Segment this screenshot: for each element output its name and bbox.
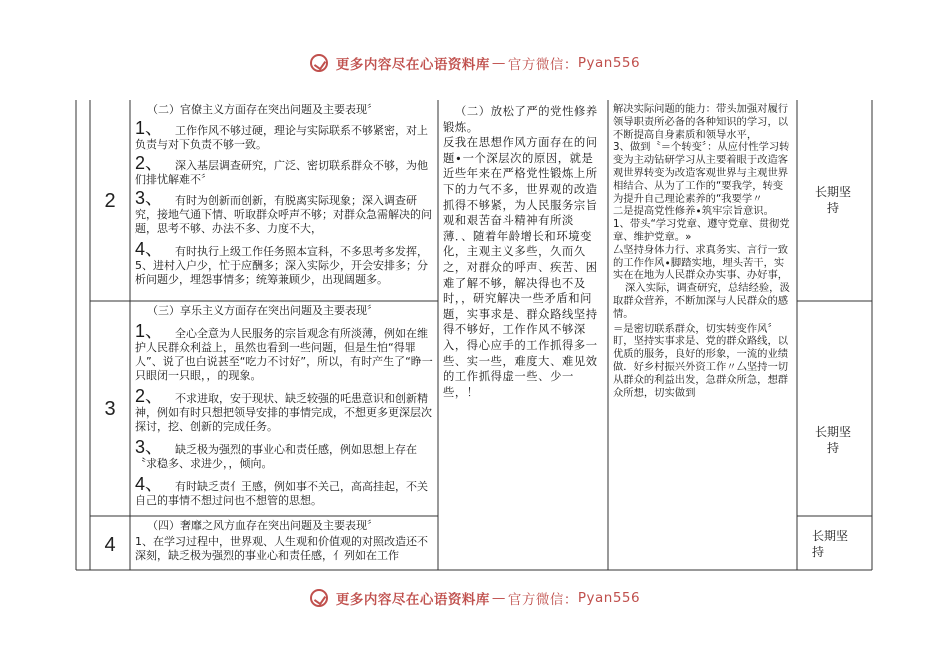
brand-logo-icon: [310, 589, 328, 607]
measure-paragraph: 解决实际问题的能力：带头加强对履行领导职责所必备的各种知识的学习，以不断提高自身素质和领导水平，: [613, 103, 789, 141]
list-item: 2、 深入基层调查研究，广泛、密切联系群众不够，为他们排忧解难不〞: [135, 153, 429, 186]
cause-analysis-text: （二）放松了严的党性修养锻炼。反我在思想作风方面存在的问题∙一个深层次的原因，就是近些年来在严格党性锻炼上所下的力气不多，世界观的改造抓得不够紧，为人民服务宗旨观和艰苦奋斗精神有所淡薄．、随着年龄增长和环境变化，主观主义多些，久而久之，对群众的呼声、疾苦、困难了解不够，解决得也不及时，，研究解决一些矛盾和问题，实事求是、群众路线坚持得不够好，工作作风不够深入，得心应手的工作抓得多一些、实一些，难度大、难见效的工作抓得虚一些、少一些，！: [443, 104, 603, 400]
watermark-title: 更多内容尽在心语资料库: [335, 592, 490, 608]
rectification-measures-cell: [613, 103, 793, 503]
measure-paragraph: 1、带头“学习党章、遵守党章、贯彻党章、维护党章。»: [613, 218, 790, 243]
section-heading: （二）官僚主义方面存在突出问题及主要表现〞: [147, 103, 378, 116]
measure-paragraph: 3、做到〝＝个转变〞：从应付性学习转变为主动钻研学习从主要着眼于改造客观世界转变为改造客观世界与主观世界相结合、从为了工作的“要我学，转变为提升自己理论素养的“我要学〃: [613, 141, 790, 205]
problem-section-extravagance: [135, 519, 433, 569]
list-item: 1、 全心全意为人民服务的宗旨观念有所淡薄，例如在维护人民群众利益上，虽然也看到一些问题，但是生怕“得罪人”、说了也白说甚至“吃力不讨好”，所以，有时产生了“睁一只眼闭一只眼，，的现象。: [135, 321, 433, 382]
watermark-separator: —: [491, 590, 506, 606]
cause-analysis-cell: [443, 104, 603, 404]
list-item: 1、 工作作风不够过硬，理论与实际联系不够紧密，对上负责与对下负责不够一致。: [135, 118, 429, 151]
row-number: 3: [104, 398, 116, 420]
section-text: 1、在学习过程中，世界观、人生观和价值观的对照改造还不深刻，缺乏极为强烈的事业心和责任感，亻列如在工作: [135, 535, 428, 562]
row-number: 4: [104, 534, 116, 556]
watermark-separator: —: [491, 55, 506, 71]
list-item: 4、 有时执行上级工作任务照本宣科，不多思考多发挥，5、进村入户少，忙于应酬多；深入实际少，开会安排多；分析问题少，埋怨事情多；统筹兼顾少，出现阔题多。: [135, 239, 429, 286]
measure-paragraph: 厶坚持身体力行、求真务实、言行一致的工作作风∙脚踏实地，埋头苦干，实实在在地为人民群众办实事、办好事，: [613, 243, 789, 282]
measure-paragraph: ＝是密切联系群众，切实转变作风〞盯，坚持实事求是、党的群众路线，以优质的服务，良好的形象，一流的业绩做．好乡村振兴外资工作〃厶坚持一切从群众的利益出发，急群众所急，想群众所想，切实做到: [613, 322, 789, 399]
section-heading: （四）奢靡之风方血存在突出问题及主要表现〞: [147, 519, 378, 532]
watermark-label: 官方微信：: [507, 592, 578, 608]
watermark-label: 官方微信：: [507, 57, 578, 73]
list-item: 3、 有时为创新而创新，有脱离实际现象；深入调查研究，接地气通下情、听取群众呼声不够；对群众急需解决的问题，思考不够、办法不多、力度不大，: [135, 188, 432, 235]
status-label: 长期坚 持: [814, 185, 851, 215]
section-heading: （二）放松了严的党性修养锻炼。: [443, 105, 598, 134]
problem-section-hedonism: [135, 304, 433, 515]
list-item: 2、 不求进取，安于现状、缺乏较强的吒患意识和创新精神，例如有时只想把领导安排的事情完成，不想更多更深层次探讨，挖、创新的完成任务。: [135, 386, 432, 433]
status-label: 长期坚 持: [814, 425, 851, 455]
measure-paragraph: 深入实际，调查研究，总结经验，汲取群众营养，不断加深与人民群众的感情。: [613, 282, 790, 320]
watermark-id: Pyan556: [577, 590, 641, 606]
row-number: 2: [104, 190, 116, 212]
measure-paragraph: 二是提高党性修养∙筑牢宗旨意识。: [613, 205, 774, 218]
list-item: 4、 有时缺乏责亻王感，例如事不关己，高高挂起，不关自己的事情不想过问也不想管的思想。: [135, 474, 429, 507]
problem-section-bureaucracy: [135, 103, 433, 300]
list-item: 3、 缺乏极为强烈的事业心和责任感，例如思想上存在〝求稳多、求进少，，倾向。: [135, 437, 418, 470]
section-heading: （三）享乐主义方面存在突出问题及主要表现〞: [147, 304, 378, 317]
status-label: 长期坚 持: [812, 529, 849, 559]
watermark-bottom: [0, 585, 950, 611]
watermark-id: Pyan556: [577, 55, 641, 71]
watermark-title: 更多内容尽在心语资料库: [335, 57, 490, 73]
